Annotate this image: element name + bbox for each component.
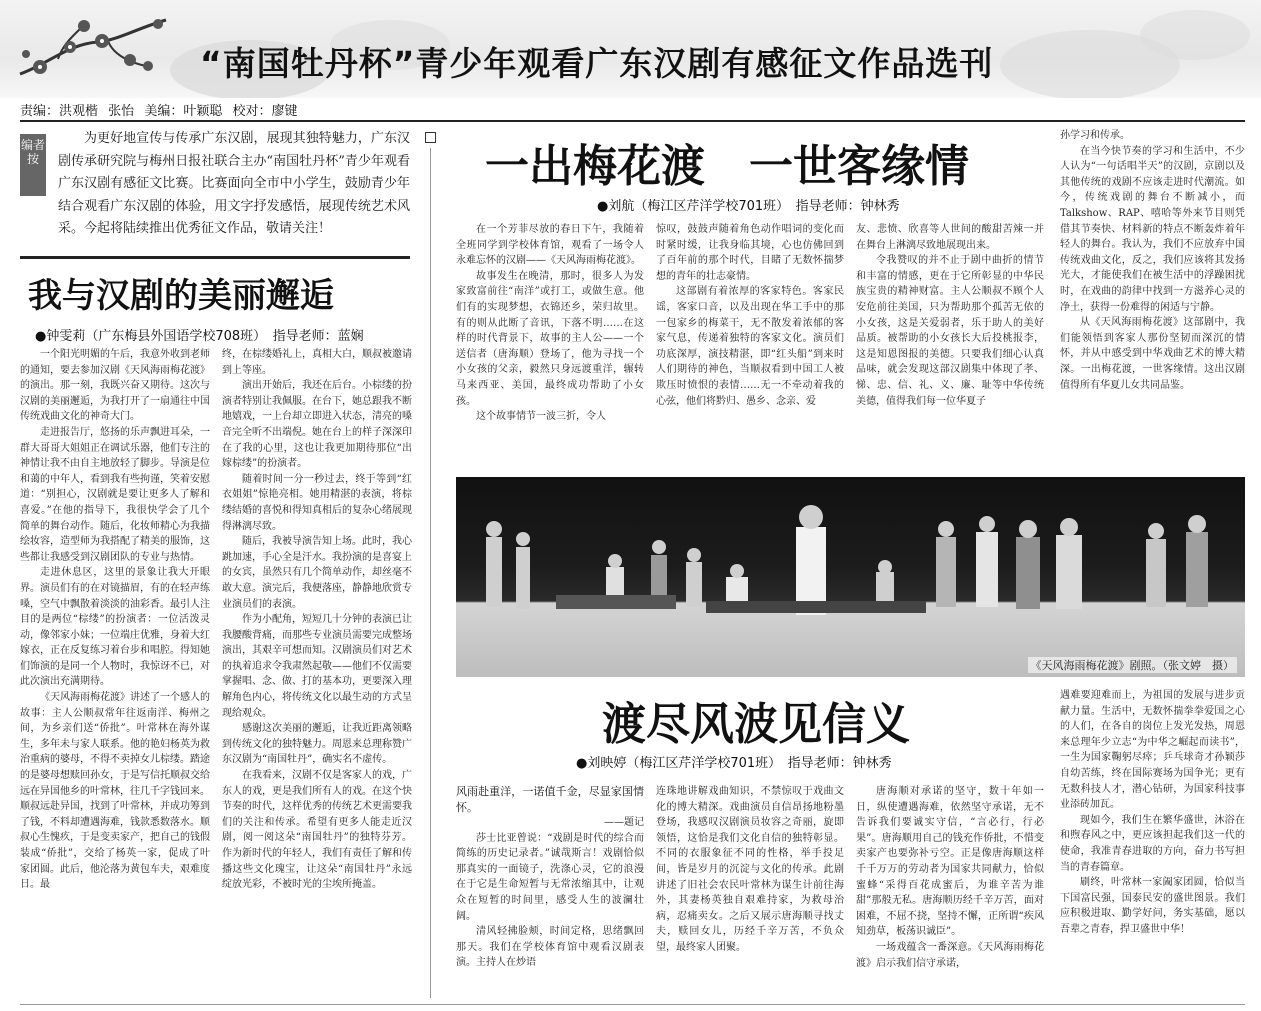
article1-col2: [222, 347, 412, 999]
paragraph: 随着时间一分一秒过去，终于等到“红衣姐姐”惊艳亮相。她用精湛的表演，将棕缕结婚的喜悦和得知真相后的复杂心绪展现得淋漓尽致。: [222, 473, 412, 532]
paragraph: 感谢这次美丽的邂逅，让我近距离领略到传统文化的独特魅力。周恩来总理称赞广东汉剧为“南国牡丹”，确实名不虚传。: [222, 723, 412, 766]
paragraph: 连珠地讲解戏曲知识，不禁惊叹于戏曲文化的博大精深。戏曲演员自信昂扬地粉墨登场，我感叹汉剧演员妆容之奇丽，旋即领悟，这恰是我们文化自信的独特彰显。不同的衣服象征不同的性格，举手投足间，皆是岁月的沉淀与文化的传承。此剧讲述了旧社会农民叶常林为谋生计前往海外，其妻杨英独自艰难持家，为救母治病，忍痛卖女。之后又展示唐海顺寻找丈夫，赎回女儿，历经千辛万苦，不负众望，最终家人团聚。: [656, 786, 844, 953]
article3-byline: ●刘映婷（梅江区芹洋学校701班） 指导老师：钟林秀: [576, 756, 892, 771]
paragraph: 演出开始后，我还在后台。小棕缕的扮演者特别让我佩服。在台下，她总跟我不断地嬉戏，一上台却立即进入状态，清亮的嗓音完全听不出端倪。她在台上的样子深深印在了我的心里，这也让我更加期待那位“出嫁棕缕”的扮演者。: [222, 380, 412, 470]
credit-editor2: 张怡: [108, 104, 135, 119]
editor-note-tag: 编者按: [20, 134, 46, 196]
paragraph: 一场戏蕴含一番深意。《天风海雨梅花渡》启示我们信守承诺，: [856, 941, 1044, 969]
article2-col3: [856, 222, 1044, 467]
paragraph: 这部剧有着浓厚的客家特色。客家民谣，客家口音，以及出现在华工手中的那一包家乡的梅菜干，无不散发着浓郁的客家气息，传递着独特的客家文化。演员们功底深厚，演技精湛，即“红头船”到来时人们期待的神色，当顺叔看到中国工人被欺压时愤恨的表情……无一不牵动着我的心弦，他们将黔归、愚乡、念亲、爱: [656, 286, 844, 407]
header-banner: [0, 0, 1261, 98]
plum-blossom-icon: [18, 14, 168, 84]
article3-lead-signature: ——题记: [604, 817, 644, 828]
paragraph: 作为小配角，短短几十分钟的表演已让我腰酸背痛，而那些专业演员需要完成整场演出，其艰辛可想而知。汉剧演员们对艺术的执着追求令我肃然起敬——他们不仅需要掌握唱、念、做、打的基本功，更要深入理解角色内心，将传统文化以最生动的方式呈现给观众。: [222, 614, 412, 719]
paragraph: 走进报告厅，悠扬的乐声飘进耳朵，一群大哥哥大姐姐正在调试乐器，他们专注的神情让我不由自主地放轻了脚步。导演是位和蔼的中年人，看到我有些拘谨，笑着安慰道：“别担心，汉剧就是要让更多人了解和喜爱。”在他的指导下，我很快学会了几个简单的舞台动作。随后，化妆师精心为我描绘妆容，造型师为我搭配了精美的服饰，这些都让我感受到汉剧团队的专业与热情。: [20, 426, 210, 563]
credits-line: [20, 100, 303, 119]
bottom-rule: [20, 1004, 1245, 1005]
paragraph: 遇难要迎难而上，为祖国的发展与进步贡献力量。生活中，无数怀揣拳拳爱国之心的人们，在各自的岗位上发光发热，周恩来总理年少立志“为中华之崛起而读书”，一生为国家鞠躬尽瘁；乒乓球奇才孙颖莎自幼苦练，终在国际赛场为国争光；更有无数科技人才，潜心钻研，为国家科技事业添砖加瓦。: [1060, 690, 1245, 811]
article3-col4: [1060, 688, 1245, 999]
paragraph: 刷终，叶常林一家阖家团圆，恰似当下国富民强，国泰民安的盛世图景。我们应积极进取、勤学好问，务实基础，愿以吾辈之青春，捍卫盛世中华！: [1060, 877, 1245, 935]
paragraph: 故事发生在晚清，那时，很多人为发家致富前往“南洋”或打工，或做生意。他们有的实现梦想，衣锦还乡，荣归故里。有的则从此断了音讯，下落不明……在这样的时代背景下，故事的主人公——一个送信者（唐海顺）登场了，他为寻找一个小女孩的父亲，毅然只身远渡重洋，辗转马来西亚、美国，最终成功帮助了小女孩。: [456, 270, 644, 407]
box-marker-icon: [425, 132, 436, 143]
paragraph: 友、悲愤、欣喜等人世间的酸甜苦辣一并在舞台上淋漓尽致地展现出来。: [856, 224, 1044, 251]
article2-title: 一出梅花渡 一世客缘情: [485, 141, 969, 192]
paragraph: 唐海顺对承诺的坚守，数十年如一日，纵使遭遇海难，依然坚守承诺，无不告诉我们要诚实守信，“言必行，行必果”。唐海顺用自己的钱充作侨批，不惜变卖家产也要弥补亏空。正是像唐海顺这样千千万万的劳动者为国家共同献力，恰似蜜蜂“采得百花成蜜后，为谁辛苦为谁甜”那般无私。唐海顺历经千辛万苦，面对困难，不屈不挠，坚持不懈，正所谓“疾风知劲草，板荡识诚臣”。: [856, 786, 1044, 938]
article2-col4: [1060, 128, 1245, 468]
editor-note-rule: [20, 256, 410, 259]
stage-photo: [456, 477, 1245, 677]
paragraph: 走进休息区，这里的景象让我大开眼界。演员们有的在对镜描眉，有的在轻声练嗓，空气中飘散着淡淡的油彩香。最引人注目的是两位“棕缕”的扮演者：一位活泼灵动，像邻家小妹；一位端庄优雅，身着大红嫁衣，正在反复练习着台步和唱腔。得知她们饰演的是同一个人物时，我惊讶不已，对此次演出充满期待。: [20, 567, 210, 688]
credit-proof: 校对：廖键: [232, 104, 298, 119]
credit-editor: 责编：洪观楷: [20, 104, 99, 119]
paragraph: 一个阳光明媚的午后，我意外收到老师的通知，要去参加汉剧《天风海雨梅花渡》的演出。那一刻，我既兴奋又期待。这次与汉剧的美丽邂逅，为我打开了一扇通往中国传统戏曲文化的神奇大门。: [20, 349, 210, 423]
article1-byline: ●钟雯莉（广东梅县外国语学校708班） 指导老师：蓝娴: [35, 329, 364, 344]
article2-col1: [456, 222, 644, 467]
editor-note: 为更好地宣传与传承广东汉剧，展现其独特魅力，广东汉剧传承研究院与梅州日报社联合主办“南国牡丹杯”青少年观看广东汉剧有感征文比赛。比赛面向全市中小学生，鼓励青少年结合观看广东汉剧的体验，用文字抒发感悟，展现传统艺术风采。今起将陆续推出优秀征文作品，敬请关注！: [58, 131, 410, 236]
top-rule: [20, 120, 1245, 122]
stage-actors-image: [456, 477, 1245, 677]
paragraph: 清风轻拂脸颊，时间定格，思绪飘回那天。我们在学校体育馆中观看汉剧表演。主持人在炒语: [456, 926, 644, 969]
paragraph: 孙学习和传承。: [1060, 130, 1130, 141]
article1-title: 我与汉剧的美丽邂逅: [28, 276, 334, 316]
paragraph: 《天风海雨梅花渡》讲述了一个感人的故事：主人公顺叔常年往返南洋、梅州之间，为乡亲们送“侨批”。叶常林在海外谋生，多年未与家人联系。他的艳妇杨英为救治重病的婆母，不得不卖掉女儿棕缕。踏途的是婆母想赎回孙女，于是写信托顺叔交给远在异国他乡的叶常林，往几千字钱回来。顺叔远赴异国，找到了叶常林，并成功筹到了钱，不料却遭遇海难，钱款悉数落水。顺叔心生愧疚，于是变卖家产，把自己的钱假装成“侨批”，交给了杨英一家，促成了叶家团圆。此后，他沦落为黄包车夫，艰难度日。最: [20, 692, 210, 891]
photo-caption: 《天风海雨梅花渡》剧照。（张文婷 摄）: [1028, 657, 1238, 673]
paragraph: 从《天风海雨梅花渡》这部剧中，我们能领悟到客家人那份坚韧而深沉的情怀，并从中感受到中华戏曲艺术的博大精深。一出梅花渡，一世客缘情。这出汉剧值得所有华夏儿女共同品鉴。: [1060, 317, 1245, 391]
article3-col2: [656, 784, 844, 999]
paragraph: 随后，我被导演告知上场。此时，我心跳加速，手心全是汗水。我扮演的是喜宴上的女宾，虽然只有几个简单动作，却丝毫不敢大意。演完后，我便落座，静静地欣赏专业演员们的表演。: [222, 536, 412, 610]
paragraph: 这个故事情节一波三折，令人: [476, 411, 606, 423]
paragraph: 令我赞叹的并不止于剧中曲折的情节和丰富的情感，更在于它所彰显的中华民族宝贵的精神财富。主人公顺叔不顾个人安危前往美国，只为帮助那个孤苦无依的小女孩，这是关爱弱者，乐于助人的美好品质。被帮助的小女孩长大后投桃报李，这是知恩图报的美德。只要我们细心认真品味，就会发现这部汉剧集中体现了孝、悌、忠、信、礼、义、廉、耻等中华传统美德，值得我们每一位华夏子: [856, 255, 1044, 407]
paragraph: 惊叹，鼓鼓声随着角色动作唱词的变化而时紧时缓，让我身临其境，心也仿佛回到了百年前的那个时代，目睹了无数怀揣梦想的青年的壮志豪情。: [656, 224, 844, 282]
paragraph: 终，在棕缕婚礼上，真相大白，顺叔被邀请到上等座。: [222, 349, 412, 376]
article3-lead: 风雨赴重洋，一诺值千金，尽显家国情怀。: [456, 785, 644, 814]
paragraph: 在当今快节奏的学习和生活中，不少人认为“一句话唱半天”的汉剧，京剧以及其他传统的戏剧不应该走进时代潮流。如今，传统戏剧的舞台不断减小，而Talkshow、RAP、嘻哈等外来节目则凭借其节奏快、材料新的特点不断轰炸着年轻人的舞台。我认为，我们不应放弃中国传统戏曲文化，反之，我们应该将其发扬光大，才能使我们在被生活中的浮躁困扰时，在戏曲的韵律中找到一方滋养心灵的净土，获得一份难得的闲适与宁静。: [1060, 145, 1245, 313]
column-divider: [430, 148, 431, 998]
article3-col1: [456, 784, 644, 999]
paragraph: 现如今，我们生在繁华盛世，沐浴在和煦春风之中，更应该担起我们这一代的使命，我准青春进取的方向，奋力书写担当的青春篇章。: [1060, 814, 1245, 873]
article2-byline: ●刘航（梅江区芹洋学校701班） 指导老师：钟林秀: [597, 199, 900, 214]
paragraph: 莎士比亚曾说：“戏剧是时代的综合而简练的历史记录者。”诚哉斯言！戏剧恰似那真实的一面镜子，洗涤心灵，它的浪漫在于它是生命短暂与无常浓缩其中，让观众在短暂的时间里，感受人生的波澜壮阔。: [456, 832, 644, 922]
article3-title: 渡尽风波见信义: [602, 699, 910, 750]
paragraph: 在我看来，汉剧不仅是客家人的戏，广东人的戏，更是我们所有人的戏。在这个快节奏的时代，这样优秀的传统艺术更需要我们的关注和传承。希望有更多人能走近汉剧，阅一阅这朵“南国牡丹”的独特芬芳。作为新时代的年轻人，我们有责任了解和传播这些文化瑰宝，让这朵“南国牡丹”永远绽放光彩，不被时光的尘埃所掩盖。: [222, 770, 412, 891]
article1-col1: [20, 347, 210, 999]
page-title: “南国牡丹杯”青少年观看广东汉剧有感征文作品选刊: [200, 44, 994, 83]
paragraph: 在一个芳菲尽放的春日下午，我随着全班同学到学校体育馆，观看了一场令人永难忘怀的汉剧——《天风海雨梅花渡》。: [456, 224, 644, 267]
article2-col2: [656, 222, 844, 467]
credit-art: 美编：叶颖聪: [144, 104, 223, 119]
article3-col3: [856, 784, 1044, 999]
